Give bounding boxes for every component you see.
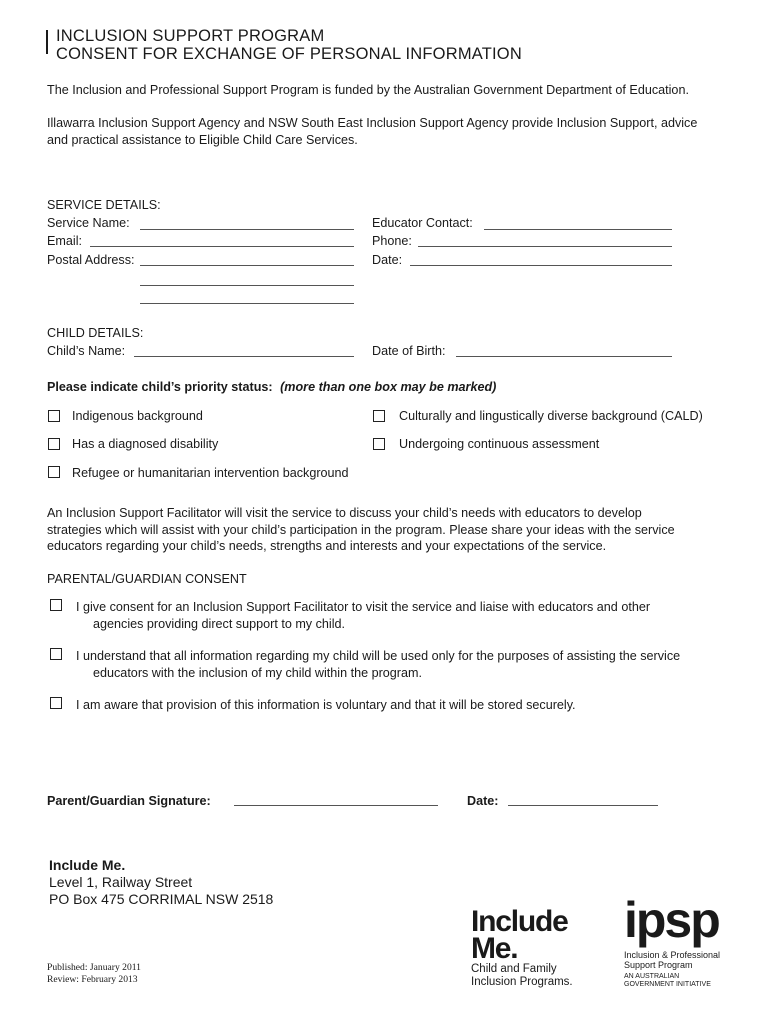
- published-date: Published: January 2011: [47, 962, 141, 973]
- ipsp-logo-sub-2: Support Program: [624, 960, 693, 970]
- checkbox-refugee[interactable]: [48, 466, 60, 478]
- checkbox-consent-voluntary[interactable]: [50, 697, 62, 709]
- child-details-heading: CHILD DETAILS:: [47, 326, 144, 340]
- address-line-2: PO Box 475 CORRIMAL NSW 2518: [49, 891, 274, 907]
- service-details-heading: SERVICE DETAILS:: [47, 198, 161, 212]
- facilitator-paragraph: [47, 505, 675, 555]
- option-cald-label: Culturally and lingustically diverse background (CALD): [399, 409, 703, 423]
- service-name-label: Service Name:: [47, 216, 130, 230]
- email-field[interactable]: [90, 246, 354, 247]
- review-date: Review: February 2013: [47, 974, 138, 985]
- consent-item-1: [76, 599, 650, 632]
- facilitator-line-3: educators regarding your child’s needs, strengths and interests and your expectations of the service.: [47, 539, 607, 553]
- consent-item-2-line-2: educators with the inclusion of my child within the program.: [93, 665, 422, 680]
- facilitator-line-1: An Inclusion Support Facilitator will visit the service to discuss your child’s needs with educators to develop: [47, 506, 642, 520]
- priority-heading-text: Please indicate child’s priority status:: [47, 380, 273, 394]
- option-refugee-label: Refugee or humanitarian intervention background: [72, 466, 349, 480]
- email-label: Email:: [47, 234, 82, 248]
- option-assessment-label: Undergoing continuous assessment: [399, 437, 600, 451]
- signature-label: Parent/Guardian Signature:: [47, 794, 211, 808]
- intro-paragraph-1: The Inclusion and Professional Support Program is funded by the Australian Government Department of Education.: [47, 83, 689, 97]
- date-label: Date:: [372, 253, 403, 267]
- address-line-1: Level 1, Railway Street: [49, 874, 193, 890]
- intro-paragraph-2: [47, 115, 697, 148]
- date-field[interactable]: [410, 265, 672, 266]
- include-me-logo: [471, 905, 573, 989]
- include-me-logo-sub-2: Inclusion Programs.: [471, 976, 573, 988]
- postal-address-label: Postal Address:: [47, 253, 135, 267]
- checkbox-cald[interactable]: [373, 410, 385, 422]
- postal-address-field-3[interactable]: [140, 303, 354, 304]
- phone-field[interactable]: [418, 246, 672, 247]
- checkbox-consent-visit[interactable]: [50, 599, 62, 611]
- consent-item-2: [76, 648, 680, 681]
- checkbox-consent-information-use[interactable]: [50, 648, 62, 660]
- include-me-logo-word-1: Include: [471, 905, 568, 938]
- phone-label: Phone:: [372, 234, 412, 248]
- checkbox-indigenous[interactable]: [48, 410, 60, 422]
- educator-contact-label: Educator Contact:: [372, 216, 473, 230]
- postal-address-field-1[interactable]: [140, 265, 354, 266]
- signature-date-label: Date:: [467, 794, 499, 808]
- consent-item-1-line-1: I give consent for an Inclusion Support Facilitator to visit the service and liaise with educators and other: [76, 600, 651, 614]
- postal-address-field-2[interactable]: [140, 285, 354, 286]
- include-me-logo-word-2: Me.: [471, 932, 518, 965]
- include-me-logo-sub-1: Child and Family: [471, 963, 557, 975]
- child-name-field[interactable]: [134, 356, 354, 357]
- intro-p2-line-2: and practical assistance to Eligible Child Care Services.: [47, 132, 358, 147]
- title-accent-bar: [46, 30, 48, 54]
- priority-heading-note: (more than one box may be marked): [280, 380, 497, 394]
- signature-field[interactable]: [234, 805, 438, 806]
- option-indigenous-label: Indigenous background: [72, 409, 203, 423]
- ipsp-logo-sub-1: Inclusion & Professional: [624, 950, 721, 960]
- consent-item-3: I am aware that provision of this information is voluntary and that it will be stored securely.: [76, 698, 576, 712]
- consent-item-2-line-1: I understand that all information regarding my child will be used only for the purposes of assisting the service: [76, 649, 681, 663]
- consent-heading: PARENTAL/GUARDIAN CONSENT: [47, 572, 247, 586]
- date-of-birth-field[interactable]: [456, 356, 672, 357]
- title-line-2: CONSENT FOR EXCHANGE OF PERSONAL INFORMATION: [56, 45, 522, 63]
- title-line-1: INCLUSION SUPPORT PROGRAM: [56, 27, 325, 45]
- date-of-birth-label: Date of Birth:: [372, 344, 446, 358]
- child-name-label: Child’s Name:: [47, 344, 126, 358]
- priority-status-heading: [47, 380, 496, 394]
- checkbox-continuous-assessment[interactable]: [373, 438, 385, 450]
- educator-contact-field[interactable]: [484, 229, 672, 230]
- address-org: Include Me.: [49, 857, 126, 873]
- contact-address: [49, 857, 273, 908]
- checkbox-disability[interactable]: [48, 438, 60, 450]
- ipsp-logo-sub-4: GOVERNMENT INITIATIVE: [624, 981, 711, 988]
- service-name-field[interactable]: [140, 229, 354, 230]
- option-disability-label: Has a diagnosed disability: [72, 437, 219, 451]
- page-title: [56, 27, 522, 63]
- consent-item-1-line-2: agencies providing direct support to my child.: [93, 616, 346, 631]
- ipsp-logo-mark: ipsp: [624, 892, 719, 948]
- facilitator-line-2: strategies which will assist with your child’s participation in the program. Please share your ideas with the service: [47, 522, 675, 537]
- intro-p2-line-1: Illawarra Inclusion Support Agency and NSW South East Inclusion Support Agency provide Inclusion Support, advice: [47, 116, 698, 130]
- ipsp-logo: [624, 892, 721, 989]
- ipsp-logo-sub-3: AN AUSTRALIAN: [624, 973, 680, 980]
- signature-date-field[interactable]: [508, 805, 658, 806]
- publication-info: [47, 962, 141, 986]
